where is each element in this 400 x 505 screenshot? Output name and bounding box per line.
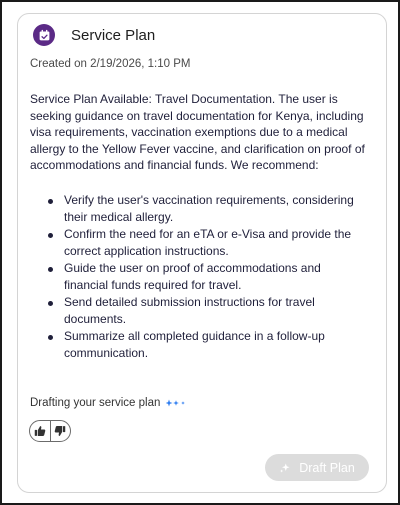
thumbs-down-icon: [54, 425, 66, 437]
thumbs-up-icon: [34, 425, 46, 437]
recommendation-item: Send detailed submission instructions for travel documents.: [46, 294, 368, 327]
card-title: Service Plan: [71, 26, 156, 44]
card-header: [33, 24, 155, 46]
feedback-group: [29, 420, 71, 442]
thumbs-down-button[interactable]: [50, 421, 70, 441]
thumbs-up-button[interactable]: [30, 421, 50, 441]
service-plan-card: [17, 13, 387, 493]
recommendation-item: Confirm the need for an eTA or e-Visa and provide the correct application instructions.: [46, 226, 368, 259]
recommendation-item: Guide the user on proof of accommodations and financial funds required for travel.: [46, 260, 368, 293]
recommendation-item: Summarize all completed guidance in a follow-up communication.: [46, 328, 368, 361]
drafting-status-label: Drafting your service plan: [30, 397, 161, 409]
recommendation-list: [46, 192, 368, 362]
plan-description: Service Plan Available: Travel Documentation. The user is seeking guidance on travel documentation for Kenya, including visa requirements, vaccination exemptions due to a medical allergy to the Yellow Fever vaccine, and clarification on proof of accommodations and financial funds. We recommend:: [30, 92, 365, 172]
sparkle-icon: [279, 462, 291, 474]
draft-plan-label: Draft Plan: [299, 460, 355, 475]
calendar-check-icon: [33, 24, 55, 46]
draft-plan-button[interactable]: [265, 454, 369, 481]
recommendation-item: Verify the user's vaccination requirements, considering their medical allergy.: [46, 192, 368, 225]
created-timestamp: Created on 2/19/2026, 1:10 PM: [30, 58, 191, 70]
drafting-status: [30, 397, 188, 409]
sparkle-icon: [166, 399, 188, 407]
